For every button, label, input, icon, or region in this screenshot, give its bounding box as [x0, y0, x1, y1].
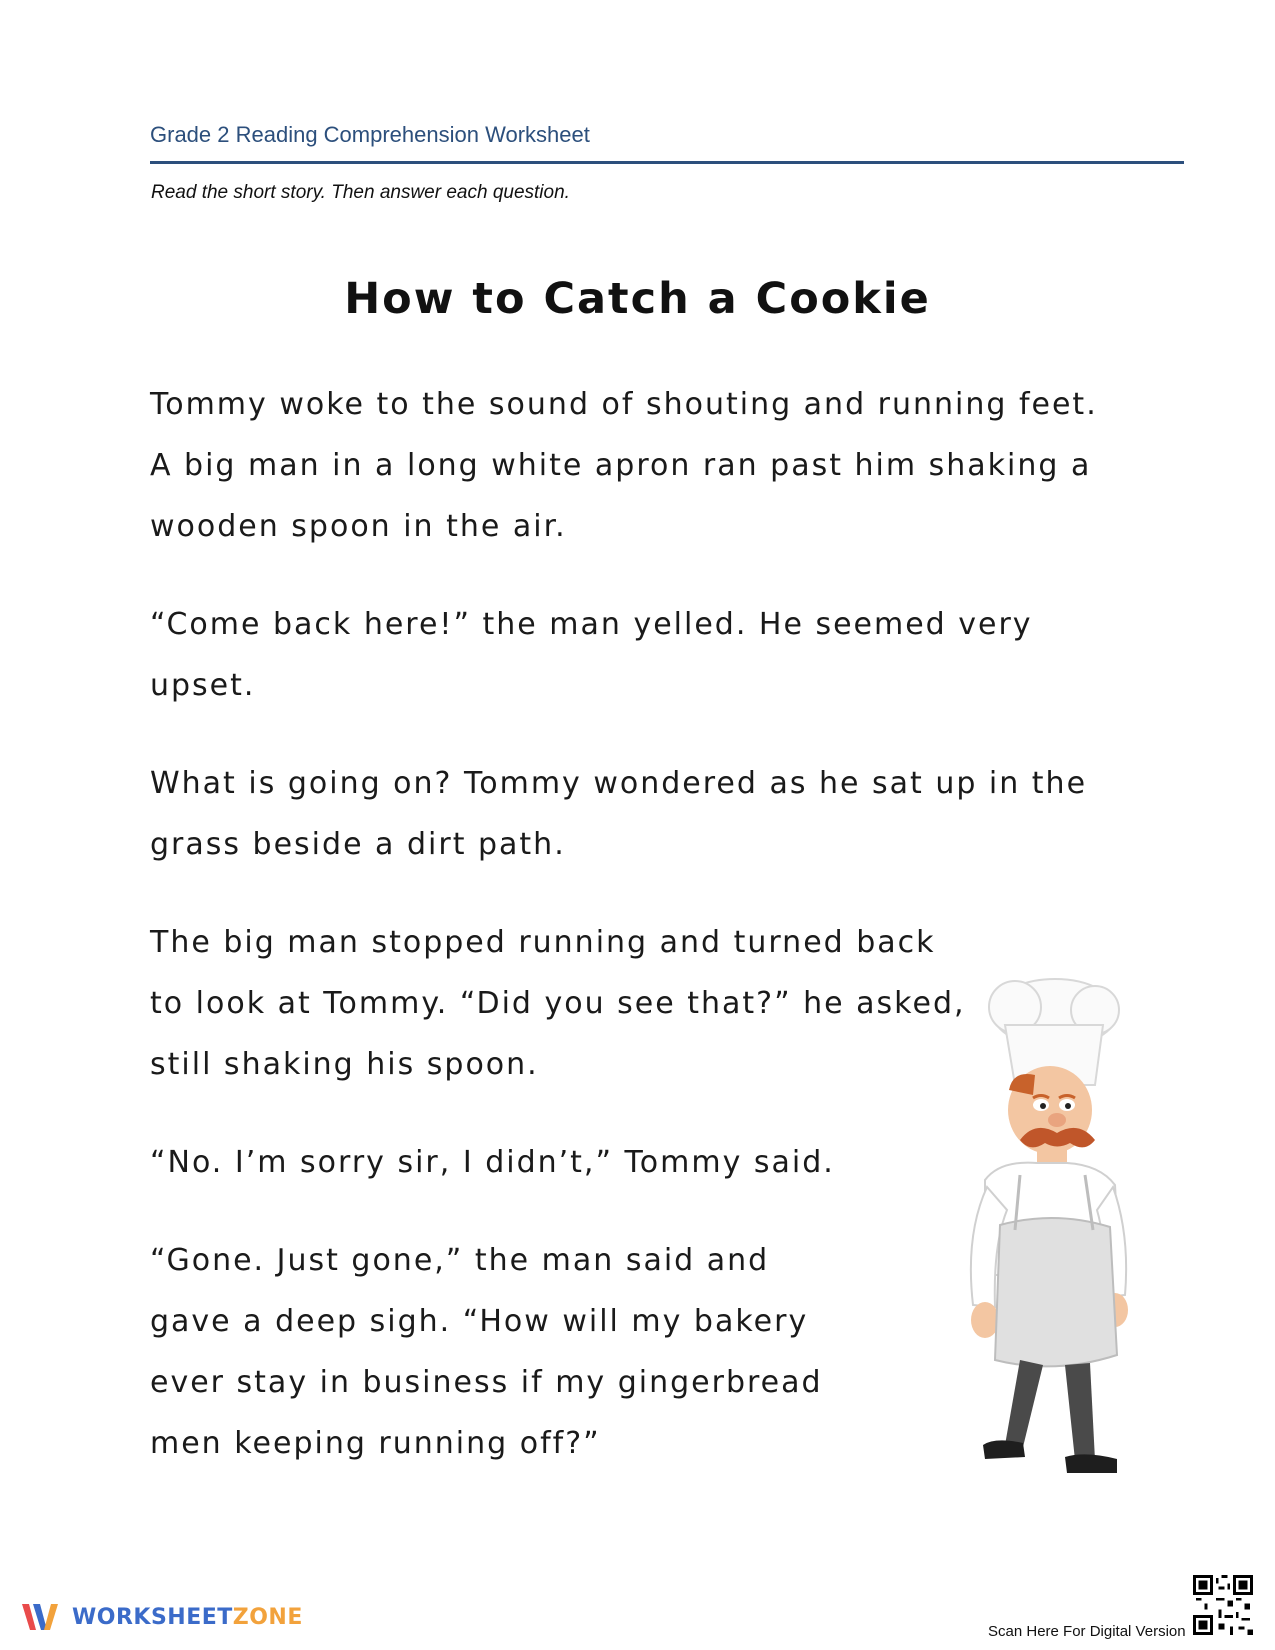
- story-paragraph-2: “Come back here!” the man yelled. He seemed very upset.: [150, 607, 1033, 703]
- story-title: How to Catch a Cookie: [344, 274, 931, 324]
- brand-name: [72, 1605, 303, 1630]
- header-divider: [150, 161, 1184, 164]
- story-paragraph-4: The big man stopped running and turned back to look at Tommy. “Did you see that?” he asked, still shaking his spoon.: [150, 925, 966, 1082]
- qr-code-icon[interactable]: [1193, 1575, 1253, 1635]
- story-paragraph-1: Tommy woke to the sound of shouting and running feet. A big man in a long white apron ran past him shaking a wooden spoon in the air.: [150, 387, 1098, 544]
- story-paragraph-6: “Gone. Just gone,” the man said and gave a deep sigh. “How will my bakery ever stay in business if my gingerbread men keeping running off?”: [150, 1243, 823, 1461]
- qr-label: Scan Here For Digital Version: [988, 1623, 1186, 1640]
- brand-name-part1: WORKSHEET: [72, 1604, 233, 1630]
- instructions-text: Read the short story. Then answer each question.: [151, 182, 570, 203]
- worksheet-header-title: Grade 2 Reading Comprehension Worksheet: [150, 122, 590, 147]
- chef-illustration: [925, 975, 1155, 1495]
- worksheetzone-logo[interactable]: [20, 1600, 303, 1634]
- story-paragraph-5: “No. I’m sorry sir, I didn’t,” Tommy said.: [150, 1145, 835, 1180]
- story-paragraph-3: What is going on? Tommy wondered as he sat up in the grass beside a dirt path.: [150, 766, 1088, 862]
- brand-name-part2: ZONE: [232, 1604, 303, 1630]
- worksheetzone-logo-icon: [20, 1600, 64, 1634]
